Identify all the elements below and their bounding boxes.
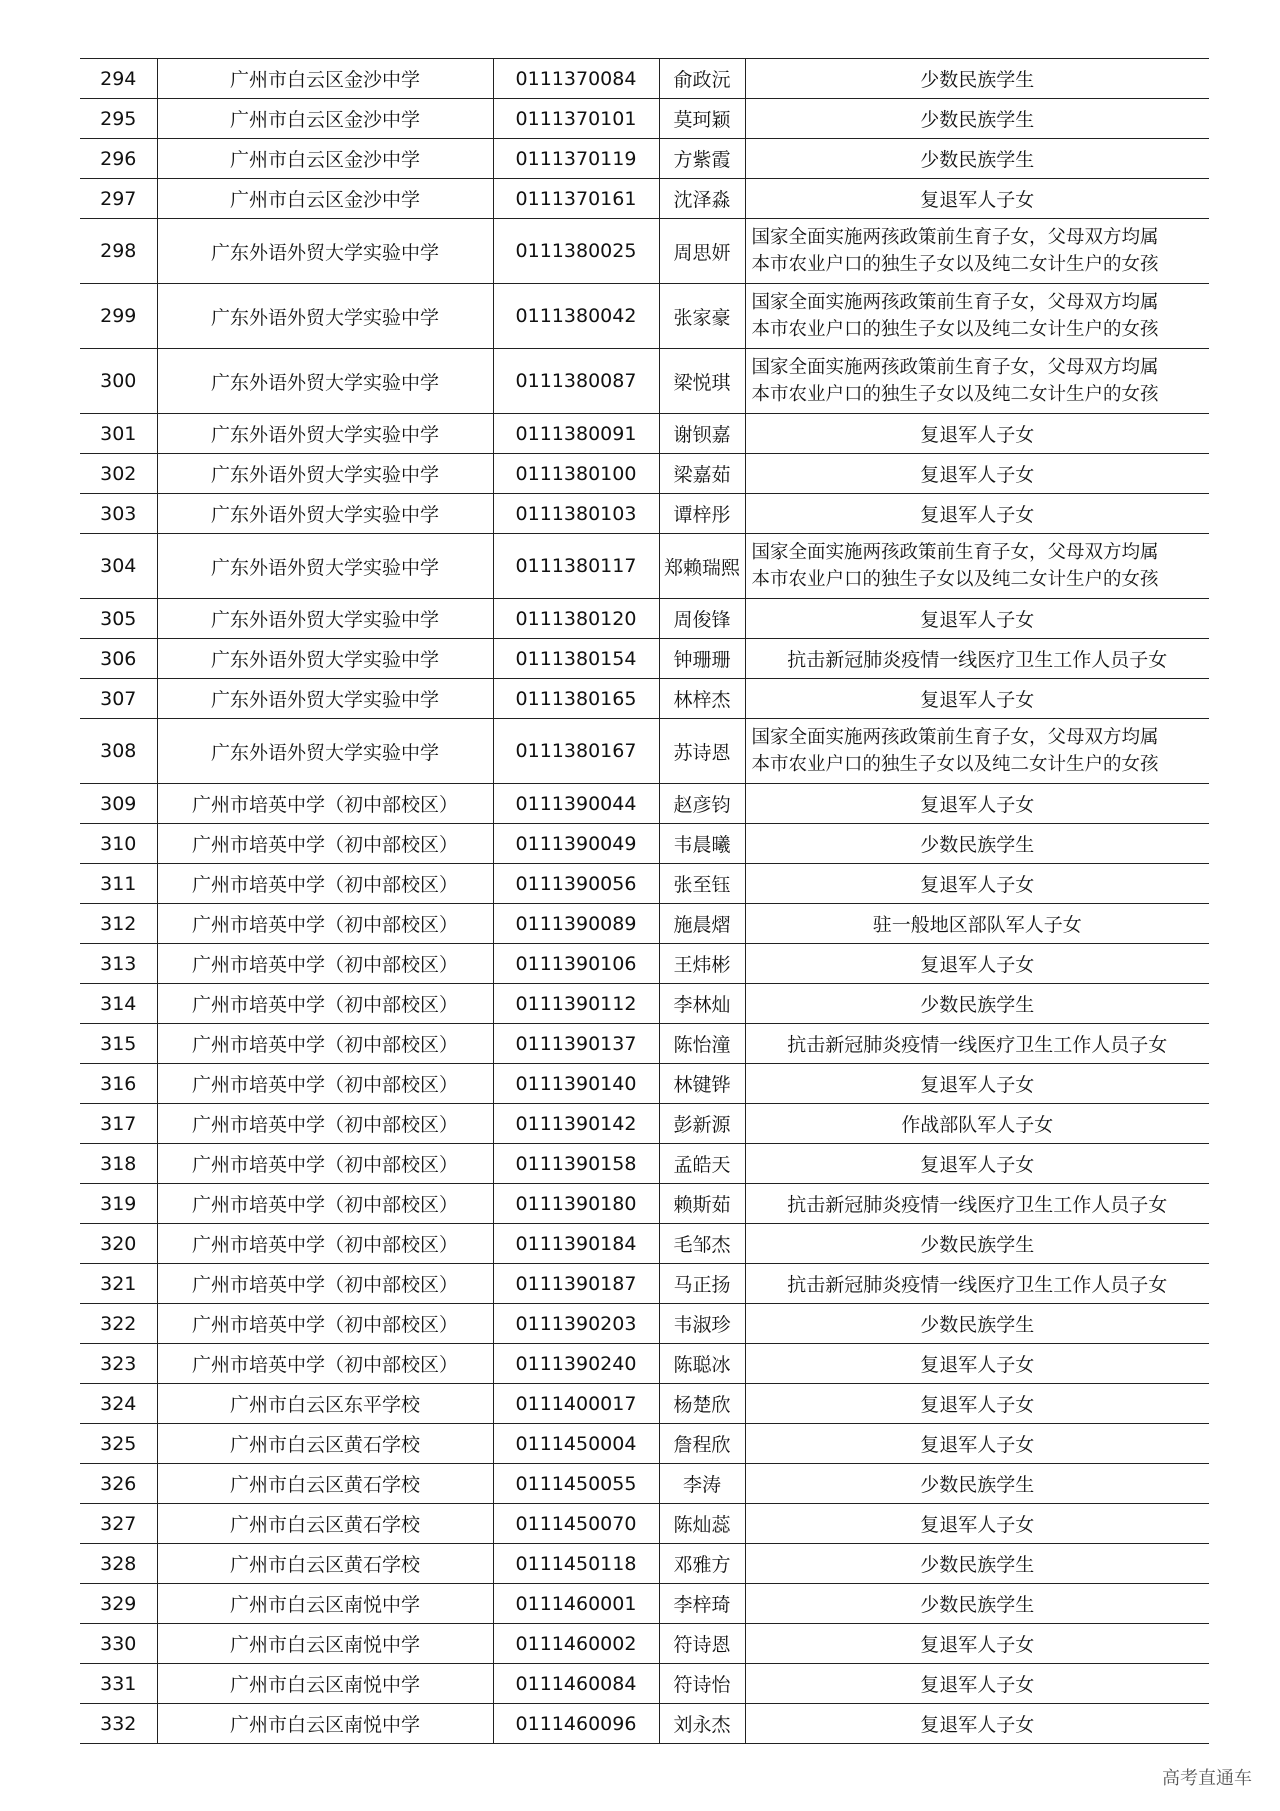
school-name-cell: 广州市培英中学（初中部校区） <box>157 1184 493 1224</box>
table-row <box>80 824 1209 864</box>
table-row <box>80 1184 1209 1224</box>
category-cell: 驻一般地区部队军人子女 <box>745 904 1209 944</box>
student-name-cell: 马正扬 <box>659 1264 745 1304</box>
table-row <box>80 1664 1209 1704</box>
student-name-cell: 李林灿 <box>659 984 745 1024</box>
school-name-cell: 广州市白云区黄石学校 <box>157 1464 493 1504</box>
category-line: 本市农业户口的独生子女以及纯二女计生户的女孩 <box>751 754 1159 775</box>
row-number-cell: 332 <box>80 1704 157 1744</box>
student-name-cell: 梁悦琪 <box>659 349 745 414</box>
school-name-cell: 广东外语外贸大学实验中学 <box>157 639 493 679</box>
table-row <box>80 534 1209 599</box>
student-name-cell: 彭新源 <box>659 1104 745 1144</box>
student-name-cell: 赖斯茹 <box>659 1184 745 1224</box>
school-name-cell: 广州市白云区黄石学校 <box>157 1504 493 1544</box>
school-name-cell: 广州市白云区金沙中学 <box>157 59 493 99</box>
category-cell: 复退军人子女 <box>745 599 1209 639</box>
category-cell: 复退军人子女 <box>745 1704 1209 1744</box>
category-line: 国家全面实施两孩政策前生育子女，父母双方均属 <box>751 357 1159 378</box>
table-row <box>80 719 1209 784</box>
category-cell: 少数民族学生 <box>745 1224 1209 1264</box>
student-name-cell: 韦淑珍 <box>659 1304 745 1344</box>
student-id-cell: 0111380165 <box>493 679 659 719</box>
student-name-cell: 周思妍 <box>659 219 745 284</box>
student-id-cell: 0111390187 <box>493 1264 659 1304</box>
row-number-cell: 325 <box>80 1424 157 1464</box>
row-number-cell: 320 <box>80 1224 157 1264</box>
student-name-cell: 孟皓天 <box>659 1144 745 1184</box>
category-cell: 少数民族学生 <box>745 139 1209 179</box>
school-name-cell: 广州市培英中学（初中部校区） <box>157 1344 493 1384</box>
row-number-cell: 324 <box>80 1384 157 1424</box>
student-name-cell: 谭梓彤 <box>659 494 745 534</box>
category-cell: 少数民族学生 <box>745 1544 1209 1584</box>
school-name-cell: 广东外语外贸大学实验中学 <box>157 414 493 454</box>
table-row <box>80 864 1209 904</box>
category-cell: 少数民族学生 <box>745 984 1209 1024</box>
row-number-cell: 308 <box>80 719 157 784</box>
student-name-cell: 谢钡嘉 <box>659 414 745 454</box>
row-number-cell: 303 <box>80 494 157 534</box>
school-name-cell: 广东外语外贸大学实验中学 <box>157 534 493 599</box>
watermark-text: 高考直通车 <box>1162 1768 1252 1789</box>
student-id-cell: 0111390049 <box>493 824 659 864</box>
table-row <box>80 784 1209 824</box>
school-name-cell: 广州市白云区金沙中学 <box>157 139 493 179</box>
school-name-cell: 广州市培英中学（初中部校区） <box>157 1224 493 1264</box>
school-name-cell: 广州市白云区黄石学校 <box>157 1424 493 1464</box>
row-number-cell: 307 <box>80 679 157 719</box>
table-row <box>80 59 1209 99</box>
row-number-cell: 314 <box>80 984 157 1024</box>
row-number-cell: 323 <box>80 1344 157 1384</box>
student-name-cell: 詹程欣 <box>659 1424 745 1464</box>
row-number-cell: 310 <box>80 824 157 864</box>
student-id-cell: 0111450055 <box>493 1464 659 1504</box>
student-id-cell: 0111460096 <box>493 1704 659 1744</box>
table-row <box>80 414 1209 454</box>
table-body <box>80 59 1209 1744</box>
category-cell <box>745 219 1209 284</box>
school-name-cell: 广东外语外贸大学实验中学 <box>157 454 493 494</box>
table-row <box>80 284 1209 349</box>
row-number-cell: 300 <box>80 349 157 414</box>
table-row <box>80 99 1209 139</box>
row-number-cell: 321 <box>80 1264 157 1304</box>
school-name-cell: 广东外语外贸大学实验中学 <box>157 284 493 349</box>
category-cell <box>745 719 1209 784</box>
row-number-cell: 298 <box>80 219 157 284</box>
category-cell: 少数民族学生 <box>745 1464 1209 1504</box>
category-cell: 作战部队军人子女 <box>745 1104 1209 1144</box>
student-name-cell: 陈聪冰 <box>659 1344 745 1384</box>
student-id-cell: 0111450118 <box>493 1544 659 1584</box>
school-name-cell: 广州市培英中学（初中部校区） <box>157 944 493 984</box>
table-row <box>80 1104 1209 1144</box>
category-cell: 复退军人子女 <box>745 1424 1209 1464</box>
row-number-cell: 326 <box>80 1464 157 1504</box>
student-id-cell: 0111450004 <box>493 1424 659 1464</box>
category-cell <box>745 284 1209 349</box>
row-number-cell: 322 <box>80 1304 157 1344</box>
row-number-cell: 329 <box>80 1584 157 1624</box>
table-row <box>80 1504 1209 1544</box>
school-name-cell: 广东外语外贸大学实验中学 <box>157 219 493 284</box>
student-id-cell: 0111370119 <box>493 139 659 179</box>
category-cell: 复退军人子女 <box>745 1344 1209 1384</box>
table-row <box>80 599 1209 639</box>
school-name-cell: 广东外语外贸大学实验中学 <box>157 599 493 639</box>
school-name-cell: 广州市培英中学（初中部校区） <box>157 1064 493 1104</box>
table-row <box>80 179 1209 219</box>
student-id-cell: 0111390203 <box>493 1304 659 1344</box>
student-name-cell: 林梓杰 <box>659 679 745 719</box>
row-number-cell: 331 <box>80 1664 157 1704</box>
row-number-cell: 299 <box>80 284 157 349</box>
school-name-cell: 广州市白云区黄石学校 <box>157 1544 493 1584</box>
student-name-cell: 李涛 <box>659 1464 745 1504</box>
student-name-cell: 刘永杰 <box>659 1704 745 1744</box>
school-name-cell: 广州市培英中学（初中部校区） <box>157 1304 493 1344</box>
student-id-cell: 0111390044 <box>493 784 659 824</box>
student-list-table <box>80 58 1209 1744</box>
table-row <box>80 139 1209 179</box>
student-id-cell: 0111370161 <box>493 179 659 219</box>
student-id-cell: 0111380025 <box>493 219 659 284</box>
student-id-cell: 0111370084 <box>493 59 659 99</box>
student-name-cell: 杨楚欣 <box>659 1384 745 1424</box>
category-cell: 复退军人子女 <box>745 1504 1209 1544</box>
school-name-cell: 广州市培英中学（初中部校区） <box>157 1024 493 1064</box>
category-cell: 复退军人子女 <box>745 864 1209 904</box>
row-number-cell: 319 <box>80 1184 157 1224</box>
student-id-cell: 0111390112 <box>493 984 659 1024</box>
table-row <box>80 1344 1209 1384</box>
student-name-cell: 符诗怡 <box>659 1664 745 1704</box>
row-number-cell: 316 <box>80 1064 157 1104</box>
table-row <box>80 454 1209 494</box>
table-row <box>80 1264 1209 1304</box>
row-number-cell: 297 <box>80 179 157 219</box>
school-name-cell: 广州市培英中学（初中部校区） <box>157 1144 493 1184</box>
table-row <box>80 1224 1209 1264</box>
category-cell: 复退军人子女 <box>745 1064 1209 1104</box>
student-id-cell: 0111380087 <box>493 349 659 414</box>
category-cell: 抗击新冠肺炎疫情一线医疗卫生工作人员子女 <box>745 1184 1209 1224</box>
row-number-cell: 318 <box>80 1144 157 1184</box>
category-cell <box>745 534 1209 599</box>
school-name-cell: 广东外语外贸大学实验中学 <box>157 679 493 719</box>
student-id-cell: 0111390137 <box>493 1024 659 1064</box>
table-row <box>80 679 1209 719</box>
category-line: 本市农业户口的独生子女以及纯二女计生户的女孩 <box>751 569 1159 590</box>
student-name-cell: 毛邹杰 <box>659 1224 745 1264</box>
student-id-cell: 0111380103 <box>493 494 659 534</box>
category-cell: 复退军人子女 <box>745 494 1209 534</box>
table-row <box>80 944 1209 984</box>
table-row <box>80 494 1209 534</box>
school-name-cell: 广东外语外贸大学实验中学 <box>157 494 493 534</box>
student-id-cell: 0111460002 <box>493 1624 659 1664</box>
row-number-cell: 304 <box>80 534 157 599</box>
school-name-cell: 广州市培英中学（初中部校区） <box>157 984 493 1024</box>
student-name-cell: 张家豪 <box>659 284 745 349</box>
category-cell <box>745 349 1209 414</box>
student-name-cell: 施晨熠 <box>659 904 745 944</box>
table-row <box>80 349 1209 414</box>
category-cell: 抗击新冠肺炎疫情一线医疗卫生工作人员子女 <box>745 1264 1209 1304</box>
category-cell: 少数民族学生 <box>745 1584 1209 1624</box>
row-number-cell: 295 <box>80 99 157 139</box>
category-line: 本市农业户口的独生子女以及纯二女计生户的女孩 <box>751 319 1159 340</box>
student-name-cell: 符诗恩 <box>659 1624 745 1664</box>
row-number-cell: 302 <box>80 454 157 494</box>
category-cell: 复退军人子女 <box>745 414 1209 454</box>
row-number-cell: 313 <box>80 944 157 984</box>
school-name-cell: 广东外语外贸大学实验中学 <box>157 349 493 414</box>
school-name-cell: 广州市培英中学（初中部校区） <box>157 1104 493 1144</box>
student-id-cell: 0111390056 <box>493 864 659 904</box>
student-name-cell: 张至钰 <box>659 864 745 904</box>
category-cell: 复退军人子女 <box>745 1624 1209 1664</box>
student-id-cell: 0111380042 <box>493 284 659 349</box>
student-id-cell: 0111460001 <box>493 1584 659 1624</box>
table-row <box>80 984 1209 1024</box>
student-id-cell: 0111390140 <box>493 1064 659 1104</box>
table-row <box>80 1464 1209 1504</box>
row-number-cell: 330 <box>80 1624 157 1664</box>
student-name-cell: 郑赖瑞熙 <box>659 534 745 599</box>
row-number-cell: 305 <box>80 599 157 639</box>
table-row <box>80 1384 1209 1424</box>
student-name-cell: 赵彦钧 <box>659 784 745 824</box>
table-row <box>80 1704 1209 1744</box>
student-id-cell: 0111450070 <box>493 1504 659 1544</box>
category-cell: 少数民族学生 <box>745 824 1209 864</box>
school-name-cell: 广州市白云区南悦中学 <box>157 1584 493 1624</box>
category-cell: 少数民族学生 <box>745 59 1209 99</box>
student-id-cell: 0111380120 <box>493 599 659 639</box>
student-name-cell: 陈怡潼 <box>659 1024 745 1064</box>
row-number-cell: 317 <box>80 1104 157 1144</box>
category-cell: 复退军人子女 <box>745 179 1209 219</box>
school-name-cell: 广州市培英中学（初中部校区） <box>157 864 493 904</box>
table-row <box>80 1624 1209 1664</box>
student-name-cell: 沈泽淼 <box>659 179 745 219</box>
row-number-cell: 328 <box>80 1544 157 1584</box>
table-row <box>80 1544 1209 1584</box>
student-name-cell: 周俊锋 <box>659 599 745 639</box>
student-name-cell: 莫珂颖 <box>659 99 745 139</box>
student-name-cell: 林键铧 <box>659 1064 745 1104</box>
student-name-cell: 李梓琦 <box>659 1584 745 1624</box>
student-id-cell: 0111390240 <box>493 1344 659 1384</box>
row-number-cell: 301 <box>80 414 157 454</box>
table-row <box>80 1424 1209 1464</box>
school-name-cell: 广州市培英中学（初中部校区） <box>157 904 493 944</box>
table-row <box>80 1304 1209 1344</box>
student-id-cell: 0111380100 <box>493 454 659 494</box>
table-row <box>80 219 1209 284</box>
student-id-cell: 0111380091 <box>493 414 659 454</box>
category-cell: 复退军人子女 <box>745 944 1209 984</box>
student-name-cell: 韦晨曦 <box>659 824 745 864</box>
student-name-cell: 陈灿蕊 <box>659 1504 745 1544</box>
table-row <box>80 639 1209 679</box>
school-name-cell: 广州市白云区金沙中学 <box>157 99 493 139</box>
student-id-cell: 0111380117 <box>493 534 659 599</box>
table-row <box>80 904 1209 944</box>
table-row <box>80 1064 1209 1104</box>
category-line: 国家全面实施两孩政策前生育子女，父母双方均属 <box>751 227 1159 248</box>
student-name-cell: 俞政沅 <box>659 59 745 99</box>
row-number-cell: 296 <box>80 139 157 179</box>
school-name-cell: 广州市培英中学（初中部校区） <box>157 1264 493 1304</box>
category-line: 本市农业户口的独生子女以及纯二女计生户的女孩 <box>751 254 1159 275</box>
school-name-cell: 广州市培英中学（初中部校区） <box>157 824 493 864</box>
row-number-cell: 327 <box>80 1504 157 1544</box>
student-name-cell: 王炜彬 <box>659 944 745 984</box>
student-name-cell: 邓雅方 <box>659 1544 745 1584</box>
category-cell: 抗击新冠肺炎疫情一线医疗卫生工作人员子女 <box>745 639 1209 679</box>
school-name-cell: 广州市白云区东平学校 <box>157 1384 493 1424</box>
student-id-cell: 0111460084 <box>493 1664 659 1704</box>
table-row <box>80 1144 1209 1184</box>
category-line: 本市农业户口的独生子女以及纯二女计生户的女孩 <box>751 384 1159 405</box>
school-name-cell: 广州市培英中学（初中部校区） <box>157 784 493 824</box>
category-cell: 抗击新冠肺炎疫情一线医疗卫生工作人员子女 <box>745 1024 1209 1064</box>
category-line: 国家全面实施两孩政策前生育子女，父母双方均属 <box>751 727 1159 748</box>
row-number-cell: 309 <box>80 784 157 824</box>
category-cell: 少数民族学生 <box>745 99 1209 139</box>
table-row <box>80 1584 1209 1624</box>
student-id-cell: 0111390158 <box>493 1144 659 1184</box>
table-row <box>80 1024 1209 1064</box>
student-id-cell: 0111390089 <box>493 904 659 944</box>
student-id-cell: 0111390180 <box>493 1184 659 1224</box>
row-number-cell: 306 <box>80 639 157 679</box>
school-name-cell: 广州市白云区金沙中学 <box>157 179 493 219</box>
category-cell: 复退军人子女 <box>745 784 1209 824</box>
category-cell: 复退军人子女 <box>745 1144 1209 1184</box>
student-id-cell: 0111380167 <box>493 719 659 784</box>
student-id-cell: 0111400017 <box>493 1384 659 1424</box>
category-cell: 少数民族学生 <box>745 1304 1209 1344</box>
student-name-cell: 方紫霞 <box>659 139 745 179</box>
student-id-cell: 0111390142 <box>493 1104 659 1144</box>
category-line: 国家全面实施两孩政策前生育子女，父母双方均属 <box>751 292 1159 313</box>
school-name-cell: 广州市白云区南悦中学 <box>157 1624 493 1664</box>
school-name-cell: 广东外语外贸大学实验中学 <box>157 719 493 784</box>
category-line: 国家全面实施两孩政策前生育子女，父母双方均属 <box>751 542 1159 563</box>
category-cell: 复退军人子女 <box>745 679 1209 719</box>
student-id-cell: 0111380154 <box>493 639 659 679</box>
school-name-cell: 广州市白云区南悦中学 <box>157 1664 493 1704</box>
category-cell: 复退军人子女 <box>745 1384 1209 1424</box>
student-name-cell: 钟珊珊 <box>659 639 745 679</box>
student-name-cell: 梁嘉茹 <box>659 454 745 494</box>
student-id-cell: 0111390106 <box>493 944 659 984</box>
student-name-cell: 苏诗恩 <box>659 719 745 784</box>
row-number-cell: 315 <box>80 1024 157 1064</box>
row-number-cell: 294 <box>80 59 157 99</box>
row-number-cell: 311 <box>80 864 157 904</box>
student-id-cell: 0111390184 <box>493 1224 659 1264</box>
row-number-cell: 312 <box>80 904 157 944</box>
school-name-cell: 广州市白云区南悦中学 <box>157 1704 493 1744</box>
category-cell: 复退军人子女 <box>745 1664 1209 1704</box>
student-id-cell: 0111370101 <box>493 99 659 139</box>
category-cell: 复退军人子女 <box>745 454 1209 494</box>
